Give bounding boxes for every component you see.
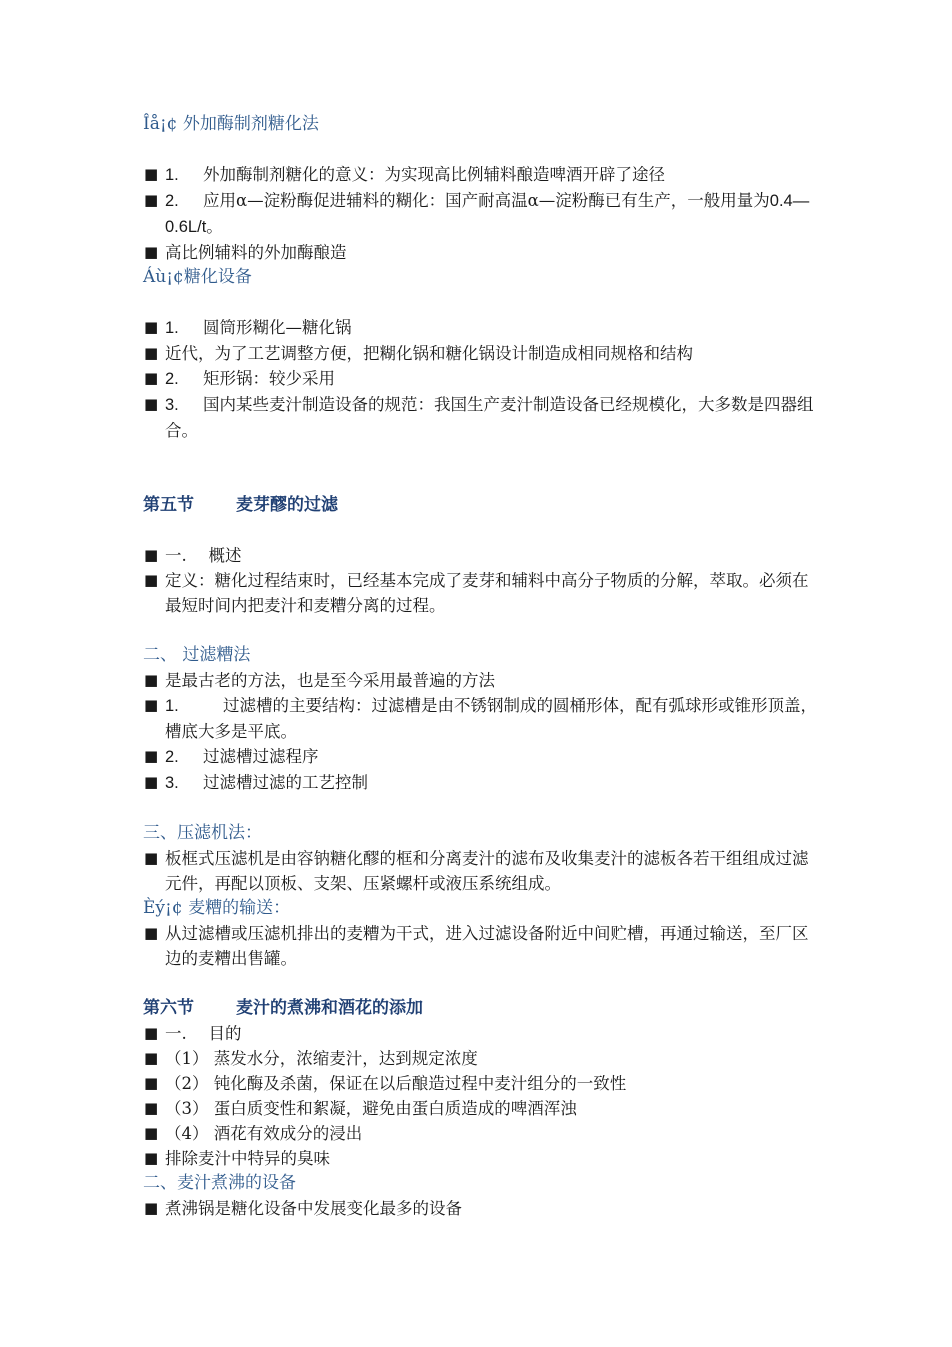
bullet-square-icon: ■	[144, 395, 159, 413]
list-item: ■ 近代，为了工艺调整方便，把糊化锅和糖化锅设计制造成相同规格和结构	[143, 341, 818, 366]
list-item: ■ 高比例辅料的外加酶酿造	[143, 240, 818, 265]
bullet-square-icon: ■	[144, 849, 159, 867]
bullet-square-icon: ■	[144, 1149, 159, 1167]
document-page	[143, 112, 818, 1221]
list-item: ■ 3. 过滤槽过滤的工艺控制	[143, 770, 818, 796]
list-item: ■ 1. 过滤槽的主要结构：过滤槽是由不锈钢制成的圆桶形体，配有弧球形或锥形顶盖，槽底大多是平底。	[143, 693, 818, 744]
list-item: ■ （2） 钝化酶及杀菌，保证在以后酿造过程中麦汁组分的一致性	[143, 1071, 818, 1096]
list-item: ■ 1. 圆筒形糊化—糖化锅	[143, 315, 818, 341]
bullet-square-icon: ■	[144, 191, 159, 209]
section-title-wort-boiling: 第六节 麦汁的煮沸和酒花的添加	[143, 998, 423, 1018]
bullet-square-icon: ■	[144, 1099, 159, 1117]
bullet-square-icon: ■	[144, 773, 159, 791]
bullet-square-icon: ■	[144, 344, 159, 362]
bullet-square-icon: ■	[144, 243, 159, 261]
list-item: ■ 3. 国内某些麦汁制造设备的规范：我国生产麦汁制造设备已经规模化，大多数是四器组合。	[143, 392, 818, 443]
list-item: ■ 2. 应用α—淀粉酶促进辅料的糊化：国产耐高温α—淀粉酶已有生产，一般用量为0.4—0.6L/t。	[143, 188, 818, 240]
heading-saccharification-equipment: Áù¡¢糖化设备	[143, 267, 252, 287]
list-item: ■ 板框式压滤机是由容钠糖化醪的框和分离麦汁的滤布及收集麦汁的滤板各若干组组成过滤元件，再配以顶板、支架、压紧螺杆或液压系统组成。	[143, 846, 818, 896]
bullet-square-icon: ■	[144, 1024, 159, 1042]
section-title-wort-filtration: 第五节 麦芽醪的过滤	[143, 495, 338, 515]
bullet-square-icon: ■	[144, 696, 159, 714]
bullet-square-icon: ■	[144, 1074, 159, 1092]
list-item: ■ 煮沸锅是糖化设备中发展变化最多的设备	[143, 1196, 818, 1221]
bullet-square-icon: ■	[144, 747, 159, 765]
heading-boiling-equipment: 二、麦汁煮沸的设备	[143, 1173, 296, 1193]
list-item: ■ 从过滤槽或压滤机排出的麦糟为干式，进入过滤设备附近中间贮槽，再通过输送，至厂区边的麦糟出售罐。	[143, 921, 818, 971]
list-item: ■ 定义：糖化过程结束时，已经基本完成了麦芽和辅料中高分子物质的分解，萃取。必须在最短时间内把麦汁和麦糟分离的过程。	[143, 568, 818, 618]
heading-lauter-tun-method: 二、 过滤糟法	[143, 645, 251, 665]
list-item: ■ （4） 酒花有效成分的浸出	[143, 1121, 818, 1146]
bullet-square-icon: ■	[144, 165, 159, 183]
bullet-square-icon: ■	[144, 1199, 159, 1217]
heading-filter-press-method: 三、压滤机法：	[143, 823, 262, 843]
list-item: ■ 是最古老的方法，也是至今采用最普遍的方法	[143, 668, 818, 693]
list-item: ■ 一. 目的	[143, 1021, 818, 1046]
list-item: ■ 2. 矩形锅：较少采用	[143, 366, 818, 392]
bullet-square-icon: ■	[144, 318, 159, 336]
heading-external-enzyme: Îå¡¢ 外加酶制剂糖化法	[143, 114, 319, 134]
bullet-square-icon: ■	[144, 546, 159, 564]
list-item: ■ 排除麦汁中特异的臭味	[143, 1146, 818, 1171]
heading-spent-grain-transport: Èý¡¢ 麦糟的输送：	[143, 898, 291, 918]
bullet-square-icon: ■	[144, 671, 159, 689]
list-item: ■ 1. 外加酶制剂糖化的意义：为实现高比例辅料酿造啤酒开辟了途径	[143, 162, 818, 188]
bullet-square-icon: ■	[144, 1049, 159, 1067]
list-item: ■ （3） 蛋白质变性和絮凝，避免由蛋白质造成的啤酒浑浊	[143, 1096, 818, 1121]
bullet-square-icon: ■	[144, 1124, 159, 1142]
bullet-square-icon: ■	[144, 571, 159, 589]
list-item: ■ （1） 蒸发水分，浓缩麦汁，达到规定浓度	[143, 1046, 818, 1071]
bullet-square-icon: ■	[144, 924, 159, 942]
list-item: ■ 一. 概述	[143, 543, 818, 568]
list-item: ■ 2. 过滤槽过滤程序	[143, 744, 818, 770]
bullet-square-icon: ■	[144, 369, 159, 387]
